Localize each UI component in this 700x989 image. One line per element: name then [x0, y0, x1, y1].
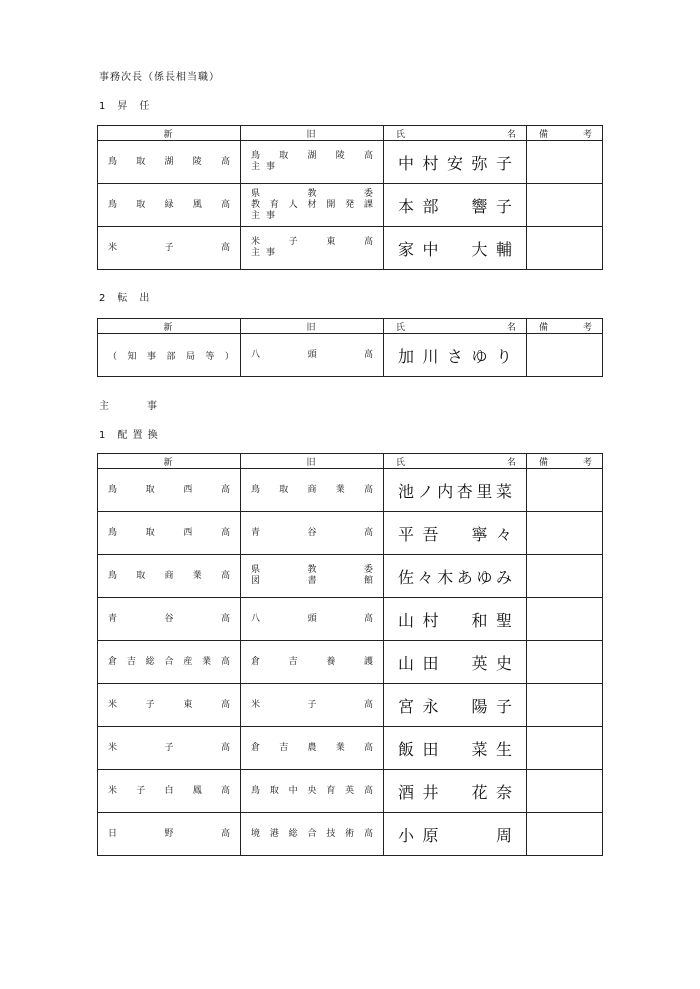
new-post: 日 野 高 — [98, 813, 241, 856]
reassign-heading: 1 配 置 換 — [99, 430, 159, 441]
new-post: 米 子 高 — [98, 227, 241, 270]
person-name: 宮 永 陽 子 — [384, 684, 527, 727]
table-row — [98, 813, 603, 856]
note-cell — [527, 469, 603, 512]
table-row — [98, 684, 603, 727]
new-post: 鳥 取 商 業 高 — [98, 555, 241, 598]
header-name: 氏 名 — [384, 454, 527, 469]
new-post: 倉 吉 総 合 産 業 高 — [98, 641, 241, 684]
note-cell — [527, 141, 603, 184]
person-name: 小 原 周 — [384, 813, 527, 856]
note-cell — [527, 813, 603, 856]
header-new: 新 — [98, 319, 241, 334]
note-cell — [527, 684, 603, 727]
table-row — [98, 727, 603, 770]
old-post: 鳥 取 湖 陵 高 主事 — [241, 141, 384, 184]
old-post: 境 港 総 合 技 術 高 — [241, 813, 384, 856]
new-post: （ 知 事 部 局 等 ） — [98, 334, 241, 377]
new-post: 鳥 取 西 高 — [98, 512, 241, 555]
old-post: 青 谷 高 — [241, 512, 384, 555]
header-old: 旧 — [241, 126, 384, 141]
header-note: 備 考 — [527, 319, 603, 334]
table-header — [98, 454, 603, 469]
header-new: 新 — [98, 454, 241, 469]
header-old: 旧 — [241, 319, 384, 334]
header-new: 新 — [98, 126, 241, 141]
note-cell — [527, 770, 603, 813]
header-note: 備 考 — [527, 126, 603, 141]
header-name: 氏 名 — [384, 319, 527, 334]
new-post: 鳥 取 湖 陵 高 — [98, 141, 241, 184]
person-name: 加 川 さ ゆ り — [384, 334, 527, 377]
new-post: 米 子 高 — [98, 727, 241, 770]
old-post: 米 子 東 高 主事 — [241, 227, 384, 270]
promotion-heading: 1 昇 任 — [99, 101, 151, 112]
note-cell — [527, 598, 603, 641]
person-name: 本 部 響 子 — [384, 184, 527, 227]
table-row — [98, 184, 603, 227]
new-post: 鳥 取 緑 風 高 — [98, 184, 241, 227]
new-post: 米 子 白 鳳 高 — [98, 770, 241, 813]
note-cell — [527, 555, 603, 598]
table-header — [98, 319, 603, 334]
note-cell — [527, 512, 603, 555]
old-post: 米 子 高 — [241, 684, 384, 727]
note-cell — [527, 641, 603, 684]
person-name: 中 村 安 弥 子 — [384, 141, 527, 184]
table-row — [98, 227, 603, 270]
note-cell — [527, 727, 603, 770]
person-name: 山 村 和 聖 — [384, 598, 527, 641]
person-name: 飯 田 菜 生 — [384, 727, 527, 770]
old-post: 倉 吉 養 護 — [241, 641, 384, 684]
table-row — [98, 469, 603, 512]
old-post: 鳥 取 商 業 高 — [241, 469, 384, 512]
old-post: 鳥 取 中 央 育 英 高 — [241, 770, 384, 813]
new-post: 青 谷 高 — [98, 598, 241, 641]
table-header — [98, 126, 603, 141]
header-name: 氏 名 — [384, 126, 527, 141]
new-post: 米 子 東 高 — [98, 684, 241, 727]
table-row — [98, 512, 603, 555]
person-name: 酒 井 花 奈 — [384, 770, 527, 813]
section1-title: 事務次長（係長相当職） — [99, 72, 220, 83]
person-name: 佐 々 木 あ ゆ み — [384, 555, 527, 598]
note-cell — [527, 334, 603, 377]
table-row — [98, 555, 603, 598]
header-old: 旧 — [241, 454, 384, 469]
note-cell — [527, 227, 603, 270]
person-name: 平 吾 寧 々 — [384, 512, 527, 555]
header-note: 備 考 — [527, 454, 603, 469]
table-row — [98, 334, 603, 377]
person-name: 池 ノ 内 杏 里 菜 — [384, 469, 527, 512]
old-post: 八 頭 高 — [241, 598, 384, 641]
section2-title: 主 事 — [99, 401, 163, 412]
table-row — [98, 141, 603, 184]
old-post: 県 教 委 図 書 館 — [241, 555, 384, 598]
table-row — [98, 598, 603, 641]
transfer-table — [97, 318, 603, 377]
promotion-table — [97, 125, 603, 270]
table-row — [98, 641, 603, 684]
reassign-table — [97, 453, 603, 856]
transfer-heading: 2 転 出 — [99, 293, 151, 304]
new-post: 鳥 取 西 高 — [98, 469, 241, 512]
old-post: 倉 吉 農 業 高 — [241, 727, 384, 770]
note-cell — [527, 184, 603, 227]
table-row — [98, 770, 603, 813]
old-post: 県 教 委 教 育 人 材 開 発 課 主事 — [241, 184, 384, 227]
old-post: 八 頭 高 — [241, 334, 384, 377]
person-name: 山 田 英 史 — [384, 641, 527, 684]
person-name: 家 中 大 輔 — [384, 227, 527, 270]
